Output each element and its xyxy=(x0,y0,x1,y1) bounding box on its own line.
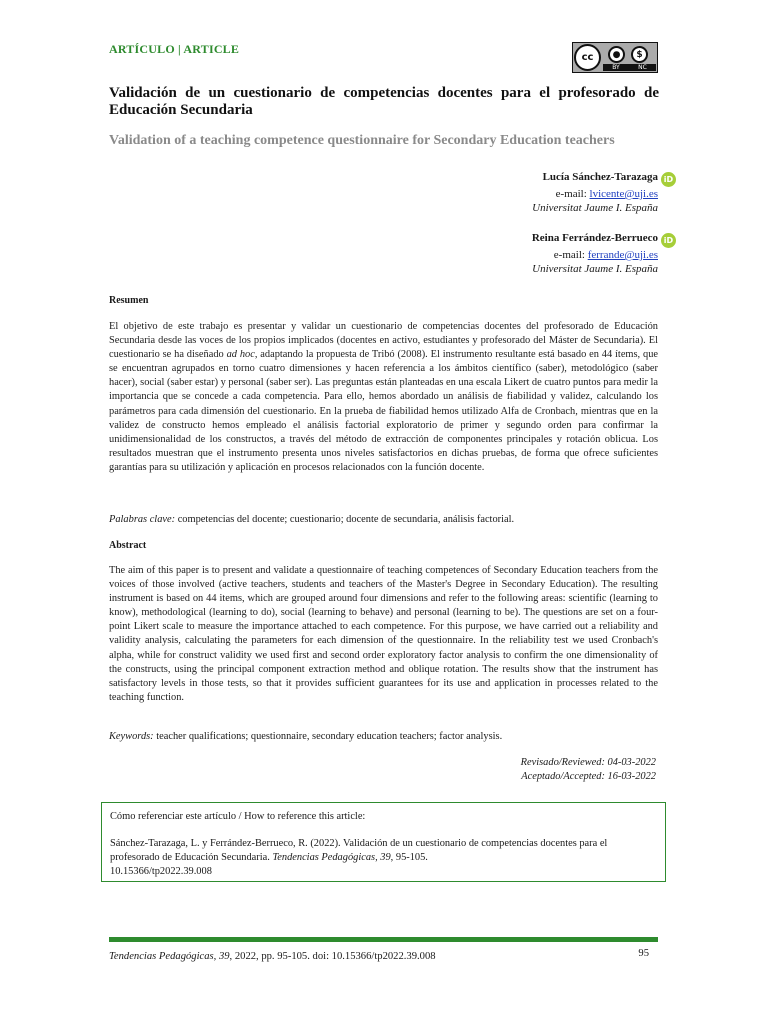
resumen-keywords xyxy=(109,513,658,527)
citation-heading: Cómo referenciar este artículo / How to reference this article: xyxy=(110,811,366,822)
email-link[interactable]: ferrande@uji.es xyxy=(587,249,658,261)
citation-pages: , 95-105. xyxy=(390,852,428,863)
title-spanish: Validación de un cuestionario de competencias docentes para el profesorado de Educación Secundaria xyxy=(109,85,659,118)
accepted-date: Aceptado/Accepted: 16-03-2022 xyxy=(521,771,656,782)
license-terms xyxy=(603,64,656,71)
title-english: Validation of a teaching competence questionnaire for Secondary Education teachers xyxy=(109,133,615,148)
keywords-label: Keywords: xyxy=(109,731,154,742)
no-dollar-icon: $ xyxy=(631,46,648,63)
footer-journal: Tendencias Pedagógicas, 39 xyxy=(109,951,230,962)
keywords-label: Palabras clave: xyxy=(109,514,176,525)
citation-text xyxy=(110,837,657,879)
person-icon: ● xyxy=(608,46,625,63)
orcid-icon[interactable]: iD xyxy=(661,233,676,248)
resumen-italic: ad hoc xyxy=(226,349,255,361)
orcid-icon[interactable]: iD xyxy=(661,172,676,187)
email-label: e-mail: xyxy=(553,249,585,261)
reviewed-date: Revisado/Reviewed: 04-03-2022 xyxy=(520,757,656,768)
keywords-text: competencias del docente; cuestionario; docente de secundaria, análisis factorial. xyxy=(177,514,515,525)
resumen-paragraph xyxy=(109,320,658,475)
cc-license-badge[interactable] xyxy=(572,42,658,73)
email-link[interactable]: lvicente@uji.es xyxy=(589,188,658,200)
nc-label: NC xyxy=(638,64,647,71)
footer-details: , 2022, pp. 95-105. doi: 10.15366/tp2022.39.008 xyxy=(229,951,436,962)
author-affiliation: Universitat Jaume I. España xyxy=(532,263,658,275)
author-block-2 xyxy=(258,231,674,276)
section-label: ARTÍCULO | ARTICLE xyxy=(109,42,240,56)
abstract-paragraph: The aim of this paper is to present and validate a questionnaire of teaching competences of Secondary Education teachers from the voices of those involved (active teachers, students and teachers of the Master's Degree in Secondary Education). The resulting instrument is based on 44 items, which are grouped around four dimensions and refer to the following areas: scientific (learning to know), methodological (learning to do), social (learning to behave) and personal (learning to be). The questions are set on a four-point Likert scale to measure the importance attached to each competence. For this purpose, we have carried out a reliability and validity analysis, calculating the parameters for each dimension of the questionnaire. In the reliability test we used Cronbach's alpha, while for construct validity we used first and second order exploratory factor analysis to confirm the one dimensionality of the constructs, using the principal component extraction method and oblique rotation. The results show that the instrument has satisfactory levels in those tests, so that it provides sufficient guarantees for its use and application in processes related to the teaching function. xyxy=(109,565,658,703)
page-number: 95 xyxy=(638,948,649,959)
resumen-text-1: El objetivo de este trabajo es presentar y validar un cuestionario de competencias docentes del profesorado de Educación Secundaria desde las voces de los propios implicados (docentes en activo, estudiantes y profesorado del Máster de Secundaria). El cuestionario se ha diseñado xyxy=(109,321,658,361)
review-dates xyxy=(521,756,656,784)
author-block-1 xyxy=(258,170,674,215)
resumen-heading: Resumen xyxy=(109,295,149,306)
citation-part: Sánchez-Tarazaga, L. y Ferrández-Berrueco, R. (2022). Validación de un cuestionario de competencias docentes para el profesorado de Educación Secundaria. xyxy=(110,838,608,863)
footer-citation xyxy=(109,951,436,962)
citation-box xyxy=(101,802,666,882)
citation-journal: Tendencias Pedagógicas, 39 xyxy=(272,852,391,863)
author-name: Reina Ferrández-Berrueco xyxy=(531,232,658,244)
email-label: e-mail: xyxy=(555,188,587,200)
resumen-text-2: , adaptando la propuesta de Tribó (2008). El instrumento resultante está basado en 44 ítems, que se encuentran agrupados en torno cuatro dimensiones y hacen referencia a los ámbitos científico (saber), metodológico (saber hacer), social (saber estar) y personal (saber ser). Las preguntas están planteadas en una escala Likert de cuatro puntos para medir la importancia que se concede a cada competencia. Para ello, hemos abordado un análisis de fiabilidad y validez, calculando los parámetros para cada dimensión del cuestionario. En la prueba de fiabilidad hemos utilizado Alfa de Cronbach, mientras que en la validez de constructo hemos empleado el análisis factorial exploratorio de primer y segundo orden para confirmar la unidimensionalidad de los constructos, a través del método de extracción de componentes principales y rotación oblicua. Los resultados muestran que el instrumento presenta unos niveles satisfactorios en dichas pruebas, de forma que ofrece suficientes garantías para su utilización y aplicación en procesos relacionados con la función docente. xyxy=(109,349,659,473)
author-name: Lucía Sánchez-Tarazaga xyxy=(542,171,658,183)
keywords-text: teacher qualifications; questionnaire, secondary education teachers; factor analysis. xyxy=(156,731,503,742)
abstract-heading: Abstract xyxy=(109,540,147,551)
citation-doi[interactable]: 10.15366/tp2022.39.008 xyxy=(110,866,212,877)
footer-divider xyxy=(109,937,658,942)
author-affiliation: Universitat Jaume I. España xyxy=(532,202,658,214)
by-label: BY xyxy=(612,64,620,71)
cc-icon: cc xyxy=(574,44,601,71)
abstract-keywords xyxy=(109,730,658,744)
